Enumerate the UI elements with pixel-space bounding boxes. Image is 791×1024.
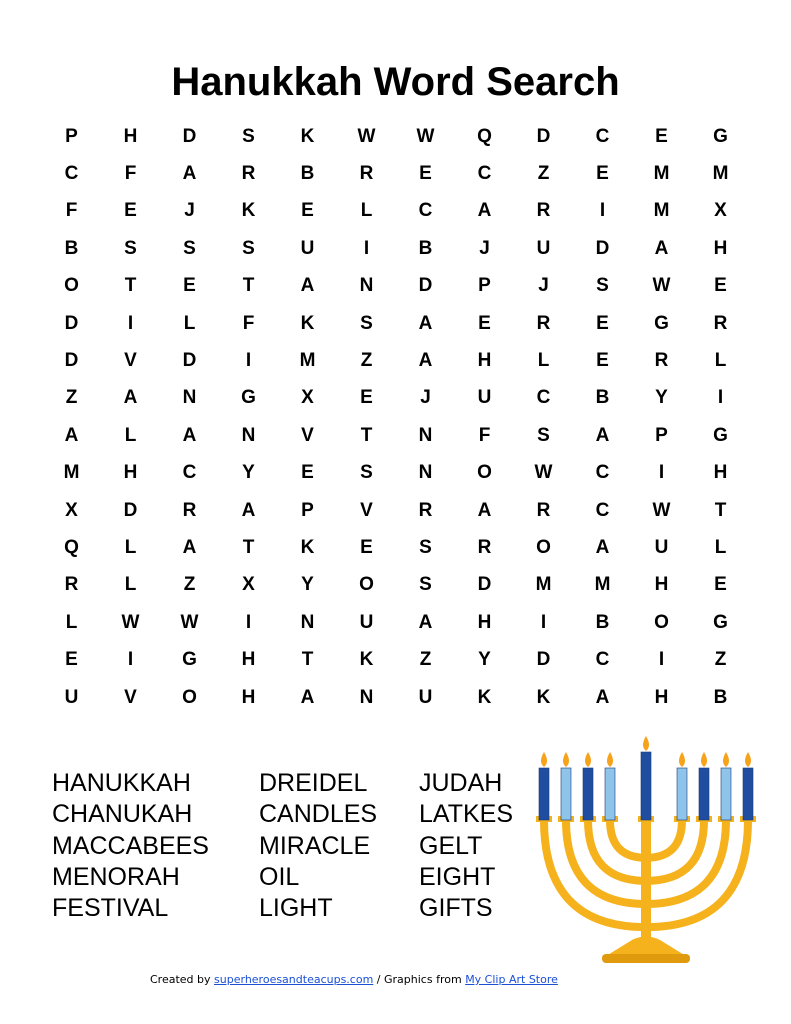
grid-letter: B	[713, 686, 728, 708]
grid-letter: F	[242, 312, 255, 334]
grid-letter: J	[538, 275, 549, 297]
grid-letter: N	[418, 462, 433, 484]
grid-letter: U	[300, 237, 315, 259]
grid-letter: B	[64, 237, 79, 259]
grid-letter: I	[363, 237, 370, 259]
grid-letter: D	[182, 125, 197, 147]
grid-row	[42, 305, 750, 342]
grid-letter: D	[595, 237, 610, 259]
grid-letter: E	[301, 462, 314, 484]
flame	[607, 752, 613, 767]
grid-letter: I	[599, 200, 606, 222]
grid-letter: R	[359, 163, 374, 185]
grid-letter: M	[653, 163, 670, 185]
grid-letter: L	[360, 200, 373, 222]
grid-letter: R	[241, 163, 256, 185]
grid-letter: Z	[537, 163, 550, 185]
grid-letter: H	[241, 686, 256, 708]
grid-letter: C	[64, 163, 79, 185]
grid-letter: E	[65, 649, 78, 671]
grid-letter: H	[123, 125, 138, 147]
grid-letter: S	[596, 275, 609, 297]
grid-letter: D	[64, 350, 79, 372]
grid-letter: C	[182, 462, 197, 484]
grid-letter: T	[242, 275, 255, 297]
grid-letter: R	[418, 499, 433, 521]
grid-letter: L	[65, 611, 78, 633]
flame	[679, 752, 685, 767]
grid-letter: W	[357, 125, 376, 147]
grid-letter: C	[536, 387, 551, 409]
menorah-stem	[641, 814, 651, 949]
word-list-item: FESTIVAL	[52, 894, 169, 923]
grid-letter: J	[420, 387, 431, 409]
grid-letter: M	[594, 574, 611, 596]
grid-letter: S	[360, 312, 373, 334]
grid-letter: I	[658, 462, 665, 484]
grid-letter: T	[360, 424, 373, 446]
grid-letter: A	[182, 536, 197, 558]
grid-letter: M	[299, 350, 316, 372]
grid-letter: E	[478, 312, 491, 334]
word-list-item: GELT	[419, 831, 483, 860]
grid-letter: C	[477, 163, 492, 185]
menorah-plate	[602, 954, 690, 963]
grid-letter: H	[241, 649, 256, 671]
grid-letter: K	[300, 125, 315, 147]
grid-letter: F	[65, 200, 78, 222]
grid-letter: I	[540, 611, 547, 633]
grid-letter: U	[654, 536, 669, 558]
grid-letter: L	[124, 424, 137, 446]
grid-letter: O	[477, 462, 492, 484]
grid-letter: U	[359, 611, 374, 633]
grid-letter: I	[717, 387, 724, 409]
grid-letter: C	[595, 462, 610, 484]
grid-letter: X	[301, 387, 314, 409]
grid-letter: P	[655, 424, 668, 446]
grid-letter: A	[654, 237, 669, 259]
menorah-foot	[606, 937, 686, 957]
grid-letter: S	[242, 237, 255, 259]
word-list-item: JUDAH	[419, 769, 503, 797]
grid-row	[42, 380, 750, 417]
grid-letter: H	[123, 462, 138, 484]
grid-letter: A	[418, 350, 433, 372]
grid-letter: H	[654, 686, 669, 708]
grid-letter: K	[300, 312, 315, 334]
grid-letter: E	[124, 200, 137, 222]
grid-letter: A	[182, 424, 197, 446]
grid-letter: M	[653, 200, 670, 222]
grid-letter: E	[655, 125, 668, 147]
grid-letter: G	[654, 312, 669, 334]
grid-letter: X	[714, 200, 727, 222]
grid-letter: D	[123, 499, 138, 521]
word-list-item: GIFTS	[419, 894, 493, 923]
word-list-column	[419, 768, 513, 924]
grid-letter: K	[359, 649, 374, 671]
grid-letter: S	[419, 536, 432, 558]
grid-letter: D	[418, 275, 433, 297]
grid-letter: L	[537, 350, 550, 372]
grid-row	[42, 268, 750, 305]
grid-row	[42, 417, 750, 454]
candle	[605, 768, 615, 820]
grid-letter: U	[418, 686, 433, 708]
grid-letter: Y	[301, 574, 314, 596]
grid-letter: X	[65, 499, 78, 521]
grid-letter: K	[536, 686, 551, 708]
grid-letter: Q	[477, 125, 492, 147]
grid-letter: A	[595, 424, 610, 446]
page-title: Hanukkah Word Search	[171, 60, 620, 104]
grid-letter: S	[124, 237, 137, 259]
grid-letter: L	[714, 350, 727, 372]
grid-row	[42, 455, 750, 492]
grid-letter: K	[300, 536, 315, 558]
grid-letter: Y	[478, 649, 491, 671]
grid-letter: K	[241, 200, 256, 222]
grid-letter: Z	[360, 350, 373, 372]
grid-letter: R	[536, 499, 551, 521]
grid-letter: G	[713, 125, 728, 147]
grid-row	[42, 342, 750, 379]
candle	[583, 768, 593, 820]
grid-letter: A	[300, 686, 315, 708]
grid-letter: N	[359, 275, 374, 297]
grid-letter: P	[301, 499, 314, 521]
grid-letter: C	[595, 649, 610, 671]
flame	[585, 752, 591, 767]
grid-letter: E	[714, 574, 727, 596]
grid-letter: W	[652, 499, 671, 521]
grid-letter: Y	[655, 387, 668, 409]
grid-letter: E	[301, 200, 314, 222]
grid-letter: B	[595, 387, 610, 409]
grid-letter: N	[418, 424, 433, 446]
grid-letter: D	[477, 574, 492, 596]
grid-letter: A	[300, 275, 315, 297]
candle	[699, 768, 709, 820]
grid-letter: U	[477, 387, 492, 409]
grid-letter: A	[241, 499, 256, 521]
word-list-item: MIRACLE	[259, 831, 371, 860]
grid-letter: Z	[183, 574, 196, 596]
grid-letter: A	[595, 686, 610, 708]
grid-letter: G	[713, 424, 728, 446]
grid-letter: L	[714, 536, 727, 558]
grid-letter: E	[183, 275, 196, 297]
grid-letter: A	[595, 536, 610, 558]
grid-letter: E	[596, 163, 609, 185]
footer-created-by: Created by	[150, 973, 215, 986]
grid-letter: M	[63, 462, 80, 484]
grid-letter: S	[537, 424, 550, 446]
flame	[541, 752, 547, 767]
grid-row	[42, 193, 750, 230]
grid-letter: T	[124, 275, 137, 297]
grid-row	[42, 230, 750, 267]
grid-row	[42, 679, 750, 716]
grid-letter: P	[478, 275, 491, 297]
grid-letter: D	[536, 125, 551, 147]
grid-letter: H	[477, 350, 492, 372]
grid-letter: X	[242, 574, 255, 596]
grid-row	[42, 155, 750, 192]
grid-letter: A	[418, 611, 433, 633]
candle	[743, 768, 753, 820]
grid-letter: C	[595, 499, 610, 521]
grid-letter: P	[65, 125, 78, 147]
grid-letter: I	[127, 649, 134, 671]
grid-letter: A	[477, 200, 492, 222]
grid-letter: O	[182, 686, 197, 708]
grid-letter: U	[536, 237, 551, 259]
grid-letter: I	[245, 350, 252, 372]
grid-letter: V	[124, 350, 137, 372]
grid-letter: H	[713, 462, 728, 484]
word-list-column	[259, 768, 377, 924]
candle	[677, 768, 687, 820]
flame	[723, 752, 729, 767]
grid-letter: J	[479, 237, 490, 259]
grid-row	[42, 604, 750, 641]
grid-letter: E	[596, 350, 609, 372]
grid-letter: B	[300, 163, 315, 185]
grid-letter: S	[242, 125, 255, 147]
grid-letter: W	[416, 125, 435, 147]
grid-letter: A	[477, 499, 492, 521]
grid-letter: W	[534, 462, 553, 484]
grid-letter: Z	[714, 649, 727, 671]
grid-letter: V	[124, 686, 137, 708]
candle	[561, 768, 571, 820]
grid-letter: K	[477, 686, 492, 708]
grid-letter: W	[121, 611, 140, 633]
grid-letter: E	[419, 163, 432, 185]
grid-letter: R	[477, 536, 492, 558]
word-list-item: MENORAH	[52, 862, 180, 891]
grid-letter: H	[713, 237, 728, 259]
grid-letter: D	[536, 649, 551, 671]
flame	[701, 752, 707, 767]
grid-letter: E	[360, 536, 373, 558]
grid-letter: A	[64, 424, 79, 446]
flame	[745, 752, 751, 767]
grid-letter: S	[360, 462, 373, 484]
grid-letter: C	[418, 200, 433, 222]
grid-letter: U	[64, 686, 79, 708]
grid-letter: R	[654, 350, 669, 372]
word-list-item: DREIDEL	[259, 769, 368, 797]
footer-separator: / Graphics from	[373, 973, 466, 986]
grid-letter: F	[478, 424, 491, 446]
grid-letter: H	[477, 611, 492, 633]
grid-letter: B	[595, 611, 610, 633]
word-list-item: OIL	[259, 862, 300, 891]
word-list-item: LATKES	[419, 800, 514, 829]
grid-letter: V	[301, 424, 314, 446]
grid-letter: A	[418, 312, 433, 334]
grid-letter: D	[64, 312, 79, 334]
word-list	[0, 768, 540, 938]
grid-letter: E	[596, 312, 609, 334]
grid-letter: M	[712, 163, 729, 185]
candle	[539, 768, 549, 820]
grid-letter: S	[183, 237, 196, 259]
word-list-item: MACCABEES	[52, 831, 209, 860]
grid-letter: C	[595, 125, 610, 147]
footer-site-link[interactable]: superheroesandteacups.com	[214, 973, 374, 986]
word-list-item: CHANUKAH	[52, 800, 193, 829]
flame	[563, 752, 569, 767]
grid-letter: O	[64, 275, 79, 297]
grid-letter: Z	[65, 387, 78, 409]
word-list-column	[52, 768, 209, 924]
grid-letter: R	[182, 499, 197, 521]
grid-letter: T	[242, 536, 255, 558]
grid-letter: R	[64, 574, 79, 596]
grid-letter: L	[124, 536, 137, 558]
grid-letter: O	[359, 574, 374, 596]
grid-letter: D	[182, 350, 197, 372]
grid-letter: A	[182, 163, 197, 185]
grid-row	[42, 492, 750, 529]
grid-letter: T	[301, 649, 314, 671]
grid-letter: L	[124, 574, 137, 596]
grid-letter: G	[713, 611, 728, 633]
grid-letter: T	[714, 499, 727, 521]
grid-letter: F	[124, 163, 137, 185]
word-list-item: CANDLES	[259, 800, 378, 829]
candle	[641, 752, 651, 820]
grid-letter: G	[182, 649, 197, 671]
grid-row	[42, 567, 750, 604]
grid-letter: R	[713, 312, 728, 334]
grid-letter: N	[182, 387, 197, 409]
grid-letter: Z	[419, 649, 432, 671]
grid-letter: R	[536, 312, 551, 334]
grid-row	[42, 529, 750, 566]
grid-letter: E	[360, 387, 373, 409]
grid-letter: I	[245, 611, 252, 633]
grid-letter: I	[127, 312, 134, 334]
grid-letter: V	[360, 499, 373, 521]
flame	[643, 736, 649, 751]
grid-row	[42, 118, 750, 155]
grid-letter: B	[418, 237, 433, 259]
grid-letter: I	[658, 649, 665, 671]
grid-letter: N	[359, 686, 374, 708]
grid-letter: L	[183, 312, 196, 334]
grid-letter: Q	[64, 536, 79, 558]
grid-letter: S	[419, 574, 432, 596]
grid-letter: E	[714, 275, 727, 297]
footer-credits	[150, 973, 558, 986]
grid-letter: G	[241, 387, 256, 409]
word-list-item: LIGHT	[259, 894, 333, 923]
menorah-icon	[528, 728, 763, 973]
grid-letter: H	[654, 574, 669, 596]
grid-letter: J	[184, 200, 195, 222]
grid-letter: A	[123, 387, 138, 409]
grid-letter: O	[536, 536, 551, 558]
grid-letter: O	[654, 611, 669, 633]
grid-row	[42, 641, 750, 678]
candle	[721, 768, 731, 820]
grid-letter: N	[300, 611, 315, 633]
grid-letter: W	[180, 611, 199, 633]
grid-letter: N	[241, 424, 256, 446]
word-list-item: EIGHT	[419, 862, 496, 891]
footer-graphics-link[interactable]: My Clip Art Store	[465, 973, 558, 986]
grid-letter: W	[652, 275, 671, 297]
word-list-item: HANUKKAH	[52, 769, 191, 797]
grid-letter: Y	[242, 462, 255, 484]
grid-letter: M	[535, 574, 552, 596]
grid-letter: R	[536, 200, 551, 222]
word-search-grid	[42, 118, 750, 716]
